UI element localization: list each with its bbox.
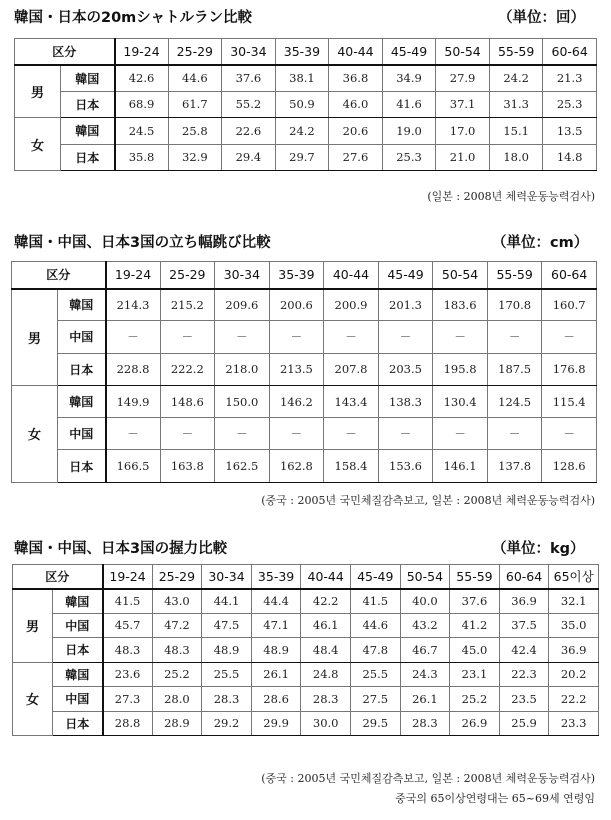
- data-cell: 28.0: [152, 687, 202, 712]
- sex-label: 男: [12, 289, 58, 386]
- data-cell: 48.4: [301, 638, 351, 663]
- data-cell: 46.1: [301, 613, 351, 638]
- data-cell: 146.2: [269, 385, 324, 417]
- data-cell: 42.4: [499, 638, 549, 663]
- data-cell: －: [215, 321, 270, 353]
- corner-header: 区分: [12, 262, 106, 289]
- data-cell: 146.1: [433, 450, 488, 482]
- country-label: 日本: [61, 91, 115, 118]
- data-cell: 37.5: [499, 613, 549, 638]
- data-cell: 44.6: [350, 613, 400, 638]
- country-label: 日本: [58, 450, 106, 482]
- data-cell: 203.5: [378, 353, 433, 385]
- data-cell: 50.9: [275, 91, 329, 118]
- data-cell: －: [378, 321, 433, 353]
- table3-unit: （単位：kg）: [492, 541, 585, 557]
- data-cell: －: [378, 418, 433, 450]
- data-cell: 25.2: [450, 687, 500, 712]
- data-cell: 13.5: [543, 118, 597, 145]
- age-header: 25-29: [152, 565, 202, 589]
- data-cell: 44.6: [168, 65, 222, 92]
- data-cell: 41.5: [350, 589, 400, 614]
- data-cell: 32.1: [549, 589, 599, 614]
- data-cell: 20.6: [329, 118, 383, 145]
- shuttle-run-table: [14, 38, 597, 171]
- data-cell: 48.9: [202, 638, 252, 663]
- age-header: 60-64: [499, 565, 549, 589]
- data-cell: 38.1: [275, 65, 329, 92]
- age-header: 19-24: [106, 262, 161, 289]
- data-cell: －: [269, 418, 324, 450]
- data-cell: －: [324, 321, 379, 353]
- sex-label: 男: [15, 65, 61, 118]
- data-cell: 43.0: [152, 589, 202, 614]
- corner-header: 区分: [15, 39, 115, 65]
- data-cell: 25.3: [382, 144, 436, 171]
- data-cell: 218.0: [215, 353, 270, 385]
- table-row: [15, 144, 597, 171]
- data-cell: －: [542, 321, 597, 353]
- data-cell: 25.5: [202, 662, 252, 687]
- data-cell: 23.5: [499, 687, 549, 712]
- country-label: 中国: [53, 687, 103, 712]
- data-cell: 28.3: [301, 687, 351, 712]
- table-row: [12, 353, 597, 385]
- data-cell: －: [106, 418, 161, 450]
- data-cell: 143.4: [324, 385, 379, 417]
- data-cell: 34.9: [382, 65, 436, 92]
- data-cell: －: [487, 418, 542, 450]
- data-cell: 24.2: [275, 118, 329, 145]
- country-label: 韓国: [58, 289, 106, 321]
- data-cell: 47.1: [251, 613, 301, 638]
- data-cell: 22.3: [499, 662, 549, 687]
- age-header: 60-64: [542, 262, 597, 289]
- data-cell: 148.6: [160, 385, 215, 417]
- table-row: [13, 589, 599, 614]
- data-cell: 44.4: [251, 589, 301, 614]
- data-cell: 48.9: [251, 638, 301, 663]
- age-header: 30-34: [215, 262, 270, 289]
- data-cell: 22.2: [549, 687, 599, 712]
- table2-title: 韓国・中国、日本3国の立ち幅跳び比較: [14, 235, 271, 251]
- age-header: 55-59: [489, 39, 543, 65]
- age-header: 65이상: [549, 565, 599, 589]
- table-row: [13, 662, 599, 687]
- table1-title: 韓国・日本の20mシャトルラン比較: [14, 10, 252, 26]
- data-cell: 26.1: [251, 662, 301, 687]
- country-label: 日本: [58, 353, 106, 385]
- data-cell: 45.7: [103, 613, 153, 638]
- data-cell: 37.6: [450, 589, 500, 614]
- age-header: 45-49: [382, 39, 436, 65]
- data-cell: 61.7: [168, 91, 222, 118]
- data-cell: 162.5: [215, 450, 270, 482]
- table-row: [12, 289, 597, 321]
- data-cell: 25.3: [543, 91, 597, 118]
- table2-unit: （単位：cm）: [492, 235, 589, 251]
- data-cell: 163.8: [160, 450, 215, 482]
- data-cell: 41.2: [450, 613, 500, 638]
- table1-unit: （単位：回）: [498, 10, 585, 26]
- age-header: 40-44: [301, 565, 351, 589]
- age-header: 19-24: [115, 39, 169, 65]
- data-cell: 137.8: [487, 450, 542, 482]
- data-cell: 46.7: [400, 638, 450, 663]
- table-row: [15, 118, 597, 145]
- data-cell: 24.8: [301, 662, 351, 687]
- data-cell: 32.9: [168, 144, 222, 171]
- data-cell: 41.5: [103, 589, 153, 614]
- data-cell: －: [106, 321, 161, 353]
- table-row: [13, 613, 599, 638]
- age-header: 35-39: [275, 39, 329, 65]
- age-header: 40-44: [324, 262, 379, 289]
- data-cell: 228.8: [106, 353, 161, 385]
- age-header: 45-49: [378, 262, 433, 289]
- data-cell: 29.5: [350, 711, 400, 736]
- data-cell: 47.2: [152, 613, 202, 638]
- data-cell: 24.3: [400, 662, 450, 687]
- data-cell: 48.3: [152, 638, 202, 663]
- data-cell: 29.2: [202, 711, 252, 736]
- data-cell: 28.8: [103, 711, 153, 736]
- country-label: 中国: [58, 418, 106, 450]
- corner-header: 区分: [13, 565, 103, 589]
- data-cell: 150.0: [215, 385, 270, 417]
- data-cell: 24.5: [115, 118, 169, 145]
- country-label: 日本: [53, 638, 103, 663]
- data-cell: 48.3: [103, 638, 153, 663]
- data-cell: 166.5: [106, 450, 161, 482]
- grip-strength-table: [12, 564, 599, 736]
- data-cell: 37.1: [436, 91, 490, 118]
- data-cell: 25.9: [499, 711, 549, 736]
- sex-label: 女: [13, 662, 53, 736]
- age-header: 55-59: [450, 565, 500, 589]
- age-header: 40-44: [329, 39, 383, 65]
- country-label: 韓国: [61, 118, 115, 145]
- data-cell: 213.5: [269, 353, 324, 385]
- data-cell: 23.1: [450, 662, 500, 687]
- table-row: [12, 321, 597, 353]
- table-row: [12, 450, 597, 482]
- table-row: [12, 418, 597, 450]
- data-cell: 29.4: [222, 144, 276, 171]
- table3-title: 韓国・中国、日本3国の握力比較: [14, 541, 228, 557]
- data-cell: 138.3: [378, 385, 433, 417]
- table3-note: (중국 : 2005년 국민체질감측보고, 일본 : 2008년 체력운동능력검사): [261, 772, 595, 785]
- data-cell: 124.5: [487, 385, 542, 417]
- data-cell: 200.6: [269, 289, 324, 321]
- table2-note: (중국 : 2005년 국민체질감측보고, 일본 : 2008년 체력운동능력검사): [261, 494, 595, 507]
- data-cell: 27.6: [329, 144, 383, 171]
- age-header: 30-34: [202, 565, 252, 589]
- age-header: 19-24: [103, 565, 153, 589]
- data-cell: 25.8: [168, 118, 222, 145]
- age-header: 50-54: [400, 565, 450, 589]
- data-cell: －: [160, 418, 215, 450]
- data-cell: 18.0: [489, 144, 543, 171]
- data-cell: 115.4: [542, 385, 597, 417]
- table-row: [15, 91, 597, 118]
- data-cell: 42.2: [301, 589, 351, 614]
- data-cell: 215.2: [160, 289, 215, 321]
- data-cell: 68.9: [115, 91, 169, 118]
- age-header: 60-64: [543, 39, 597, 65]
- country-label: 中国: [58, 321, 106, 353]
- age-header: 35-39: [269, 262, 324, 289]
- data-cell: 22.6: [222, 118, 276, 145]
- data-cell: 27.3: [103, 687, 153, 712]
- data-cell: 170.8: [487, 289, 542, 321]
- data-cell: 28.3: [202, 687, 252, 712]
- data-cell: 200.9: [324, 289, 379, 321]
- data-cell: －: [324, 418, 379, 450]
- age-header: 25-29: [160, 262, 215, 289]
- data-cell: 47.5: [202, 613, 252, 638]
- data-cell: 47.8: [350, 638, 400, 663]
- data-cell: －: [433, 321, 488, 353]
- data-cell: 153.6: [378, 450, 433, 482]
- data-cell: 26.1: [400, 687, 450, 712]
- data-cell: 160.7: [542, 289, 597, 321]
- table-row: [13, 687, 599, 712]
- data-cell: 23.3: [549, 711, 599, 736]
- data-cell: 128.6: [542, 450, 597, 482]
- data-cell: 195.8: [433, 353, 488, 385]
- data-cell: 30.0: [301, 711, 351, 736]
- country-label: 中国: [53, 613, 103, 638]
- country-label: 韓国: [53, 662, 103, 687]
- data-cell: －: [487, 321, 542, 353]
- data-cell: 149.9: [106, 385, 161, 417]
- data-cell: 35.8: [115, 144, 169, 171]
- data-cell: 14.8: [543, 144, 597, 171]
- data-cell: 27.9: [436, 65, 490, 92]
- data-cell: 162.8: [269, 450, 324, 482]
- age-header: 30-34: [222, 39, 276, 65]
- data-cell: 130.4: [433, 385, 488, 417]
- data-cell: 40.0: [400, 589, 450, 614]
- data-cell: 46.0: [329, 91, 383, 118]
- data-cell: 26.9: [450, 711, 500, 736]
- data-cell: 31.3: [489, 91, 543, 118]
- data-cell: 28.9: [152, 711, 202, 736]
- data-cell: 183.6: [433, 289, 488, 321]
- data-cell: 17.0: [436, 118, 490, 145]
- country-label: 韓国: [58, 385, 106, 417]
- data-cell: 21.0: [436, 144, 490, 171]
- data-cell: 207.8: [324, 353, 379, 385]
- data-cell: 36.9: [549, 638, 599, 663]
- data-cell: 36.8: [329, 65, 383, 92]
- table-row: [12, 385, 597, 417]
- data-cell: 37.6: [222, 65, 276, 92]
- data-cell: 44.1: [202, 589, 252, 614]
- data-cell: 187.5: [487, 353, 542, 385]
- country-label: 韓国: [53, 589, 103, 614]
- data-cell: 28.6: [251, 687, 301, 712]
- data-cell: －: [433, 418, 488, 450]
- country-label: 日本: [53, 711, 103, 736]
- sex-label: 女: [12, 385, 58, 482]
- data-cell: 29.7: [275, 144, 329, 171]
- table-row: [13, 711, 599, 736]
- age-header: 50-54: [433, 262, 488, 289]
- data-cell: 36.9: [499, 589, 549, 614]
- data-cell: 41.6: [382, 91, 436, 118]
- standing-jump-table: [11, 261, 597, 483]
- data-cell: 176.8: [542, 353, 597, 385]
- data-cell: 21.3: [543, 65, 597, 92]
- table-row: [13, 638, 599, 663]
- table1-note: (일본 : 2008년 체력운동능력검사): [427, 190, 595, 203]
- table3-note2: 중국의 65이상연령대는 65~69세 연령임: [395, 792, 595, 805]
- sex-label: 女: [15, 118, 61, 171]
- data-cell: 222.2: [160, 353, 215, 385]
- data-cell: 201.3: [378, 289, 433, 321]
- data-cell: 20.2: [549, 662, 599, 687]
- data-cell: 27.5: [350, 687, 400, 712]
- country-label: 日本: [61, 144, 115, 171]
- age-header: 50-54: [436, 39, 490, 65]
- country-label: 韓国: [61, 65, 115, 92]
- data-cell: 209.6: [215, 289, 270, 321]
- data-cell: 25.2: [152, 662, 202, 687]
- data-cell: 55.2: [222, 91, 276, 118]
- sex-label: 男: [13, 589, 53, 663]
- age-header: 35-39: [251, 565, 301, 589]
- age-header: 45-49: [350, 565, 400, 589]
- data-cell: 25.5: [350, 662, 400, 687]
- data-cell: 43.2: [400, 613, 450, 638]
- data-cell: 42.6: [115, 65, 169, 92]
- data-cell: 214.3: [106, 289, 161, 321]
- data-cell: 15.1: [489, 118, 543, 145]
- data-cell: －: [542, 418, 597, 450]
- data-cell: －: [215, 418, 270, 450]
- age-header: 25-29: [168, 39, 222, 65]
- data-cell: 23.6: [103, 662, 153, 687]
- data-cell: 35.0: [549, 613, 599, 638]
- data-cell: 29.9: [251, 711, 301, 736]
- table-row: [15, 65, 597, 92]
- data-cell: －: [269, 321, 324, 353]
- age-header: 55-59: [487, 262, 542, 289]
- data-cell: 158.4: [324, 450, 379, 482]
- data-cell: 28.3: [400, 711, 450, 736]
- data-cell: 24.2: [489, 65, 543, 92]
- data-cell: 19.0: [382, 118, 436, 145]
- data-cell: －: [160, 321, 215, 353]
- data-cell: 45.0: [450, 638, 500, 663]
